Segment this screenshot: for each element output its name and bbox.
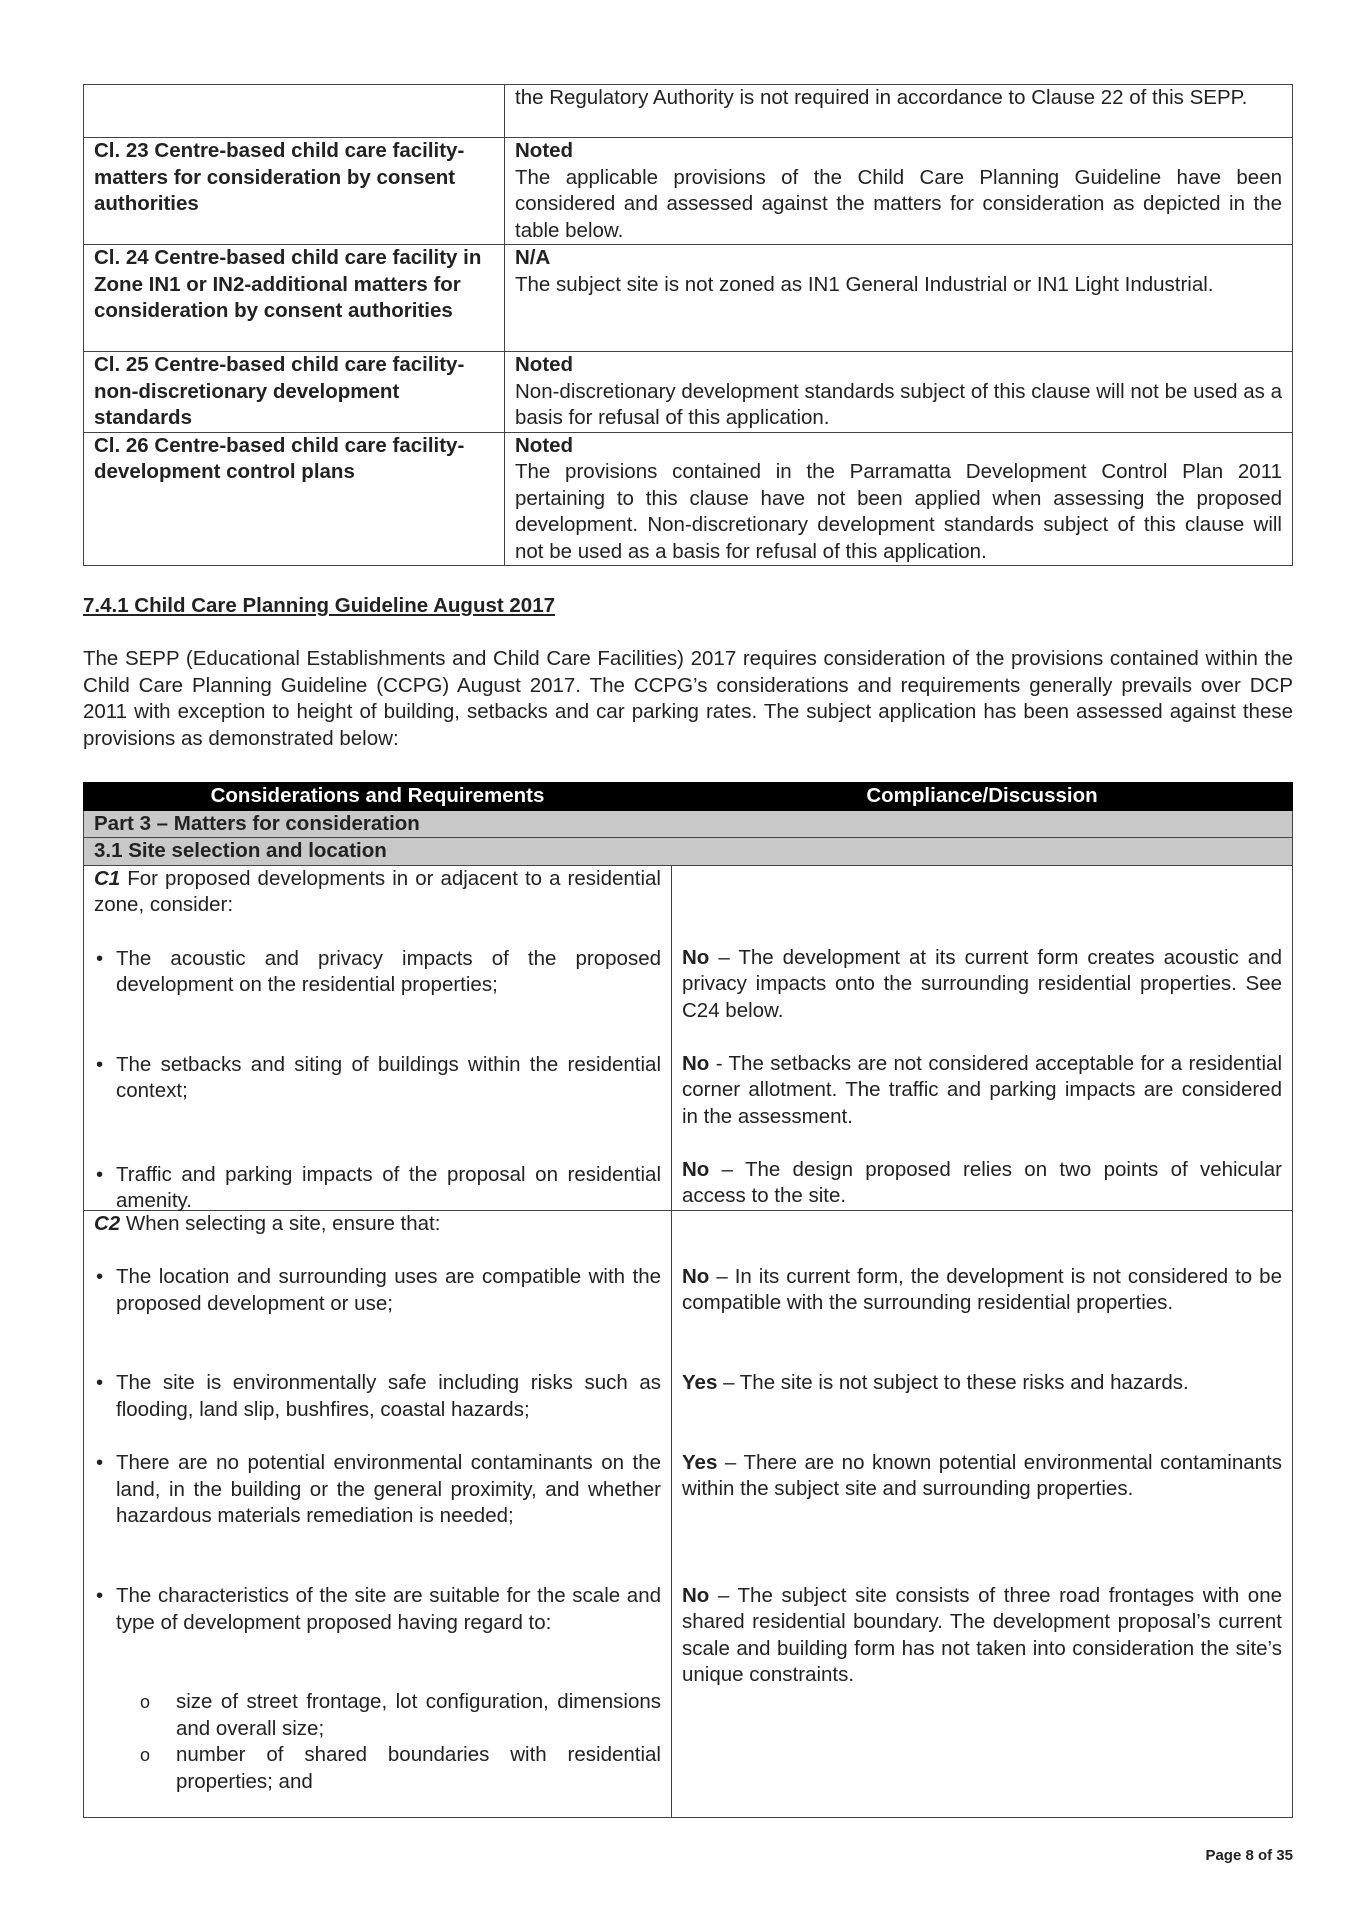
subsection-row — [84, 838, 1293, 866]
section-intro: The SEPP (Educational Establishments and Child Care Facilities) 2017 requires consideration of the provisions contained within the Child Care Planning Guideline (CCPG) August 2017. The CCPG’s considerations and requirements generally prevails over DCP 2011 with exception to height of building, setbacks and car parking rates. The subject application has been assessed against these provisions as demonstrated below: — [83, 647, 1293, 750]
c1-requirements-cell — [84, 865, 672, 1210]
c2-label: C2 — [94, 1211, 121, 1235]
c2-intro: When selecting a site, ensure that: — [125, 1211, 441, 1235]
list-item: • The setbacks and siting of buildings within the residential context; — [94, 1052, 661, 1162]
status-label: Noted — [515, 353, 574, 376]
column-header-compliance: Compliance/Discussion — [672, 783, 1293, 811]
part-heading: Part 3 – Matters for consideration — [84, 810, 1293, 838]
list-item: • The characteristics of the site are suitable for the scale and type of development proposed having regard to: — [94, 1583, 661, 1689]
list-item: • Traffic and parking impacts of the proposal on residential amenity. — [94, 1162, 661, 1209]
clause-cell: Cl. 24 Centre-based child care facility in Zone IN1 or IN2-additional matters for consideration by consent authorities — [84, 245, 505, 352]
status-label: Noted — [515, 433, 574, 457]
compliance-item — [682, 1370, 1282, 1450]
discussion: – The subject site consists of three road frontages with one shared residential boundary. The development proposal’s current scale and building form has not taken into consideration the site’s unique constraints. — [682, 1583, 1283, 1686]
discussion: – In its current form, the development is not considered to be compatible with the surrounding residential properties. — [682, 1264, 1282, 1314]
table-row — [84, 865, 1293, 1210]
table-row — [84, 432, 1293, 566]
discussion-cell — [505, 352, 1293, 433]
discussion-text: The subject site is not zoned as IN1 General Industrial or IN1 Light Industrial. — [515, 272, 1214, 296]
part-row — [84, 810, 1293, 838]
list-item: • The acoustic and privacy impacts of the proposed development on the residential properties; — [94, 946, 661, 1052]
clause-cell: Cl. 25 Centre-based child care facility-non-discretionary development standards — [84, 352, 505, 433]
verdict: No — [682, 1051, 710, 1075]
page-number: Page 8 of 35 — [1205, 1847, 1293, 1864]
discussion-text: The applicable provisions of the Child Care Planning Guideline have been considered and assessed against the matters for consideration as depicted in the table below. — [515, 165, 1282, 242]
list-item: • The location and surrounding uses are compatible with the proposed development or use; — [94, 1264, 661, 1370]
compliance-item — [682, 1264, 1282, 1370]
discussion: - The setbacks are not considered acceptable for a residential corner allotment. The traffic and parking impacts are considered in the assessment. — [682, 1051, 1282, 1128]
compliance-item — [682, 1583, 1282, 1689]
discussion-cell — [505, 245, 1293, 352]
table-row — [84, 1210, 1293, 1818]
ccpg-compliance-table — [83, 782, 1293, 1818]
compliance-item — [682, 945, 1282, 1051]
c1-label: C1 — [94, 866, 121, 890]
verdict: Yes — [682, 1370, 718, 1394]
discussion-text: the Regulatory Authority is not required in accordance to Clause 22 of this SEPP. — [515, 86, 1248, 109]
table-row — [84, 352, 1293, 433]
discussion-text: Non-discretionary development standards subject of this clause will not be used as a basis for refusal of this application. — [515, 379, 1282, 429]
clause-cell — [84, 85, 505, 138]
compliance-item — [682, 1157, 1282, 1210]
c1-intro: For proposed developments in or adjacent to a residential zone, consider: — [94, 866, 661, 916]
verdict: No — [682, 1264, 710, 1288]
discussion: – The development at its current form creates acoustic and privacy impacts onto the surrounding residential properties. See C24 below. — [682, 945, 1283, 1022]
status-label: N/A — [515, 246, 551, 269]
list-item: • There are no potential environmental contaminants on the land, in the building or the general proximity, and whether hazardous materials remediation is needed; — [94, 1450, 661, 1583]
compliance-item — [682, 1051, 1282, 1157]
discussion-cell — [505, 432, 1293, 566]
discussion: – The site is not subject to these risks and hazards. — [723, 1370, 1189, 1394]
discussion-cell — [505, 138, 1293, 245]
table-row — [84, 245, 1293, 352]
table-header-row — [84, 783, 1293, 811]
c1-compliance-cell — [672, 865, 1293, 1210]
clause-cell: Cl. 26 Centre-based child care facility-development control plans — [84, 432, 505, 566]
c2-requirements-cell — [84, 1210, 672, 1818]
discussion-text: The provisions contained in the Parramatta Development Control Plan 2011 pertaining to this clause have not been applied when assessing the proposed development. Non-discretionary development standards subject of this clause will not be used as a basis for refusal of this application. — [515, 460, 1282, 563]
table-row — [84, 85, 1293, 138]
discussion-cell — [505, 85, 1293, 138]
subsection-heading: 3.1 Site selection and location — [84, 838, 1293, 866]
verdict: Yes — [682, 1450, 718, 1474]
column-header-considerations: Considerations and Requirements — [84, 783, 672, 811]
sub-list-item: o number of shared boundaries with residential properties; and — [94, 1742, 661, 1795]
verdict: No — [682, 945, 710, 969]
sub-list-item: o size of street frontage, lot configuration, dimensions and overall size; — [94, 1689, 661, 1742]
discussion: – The design proposed relies on two points of vehicular access to the site. — [682, 1157, 1282, 1207]
table-row — [84, 138, 1293, 245]
list-item: • The site is environmentally safe including risks such as flooding, land slip, bushfires, coastal hazards; — [94, 1370, 661, 1450]
status-label: Noted — [515, 139, 574, 162]
discussion: – There are no known potential environmental contaminants within the subject site and surrounding properties. — [682, 1450, 1283, 1500]
c2-compliance-cell — [672, 1210, 1293, 1818]
compliance-item — [682, 1450, 1282, 1583]
sepp-clause-table — [83, 84, 1293, 566]
clause-cell: Cl. 23 Centre-based child care facility-matters for consideration by consent authorities — [84, 138, 505, 245]
verdict: No — [682, 1157, 710, 1181]
verdict: No — [682, 1583, 710, 1607]
section-heading: 7.4.1 Child Care Planning Guideline August 2017 — [83, 594, 555, 617]
